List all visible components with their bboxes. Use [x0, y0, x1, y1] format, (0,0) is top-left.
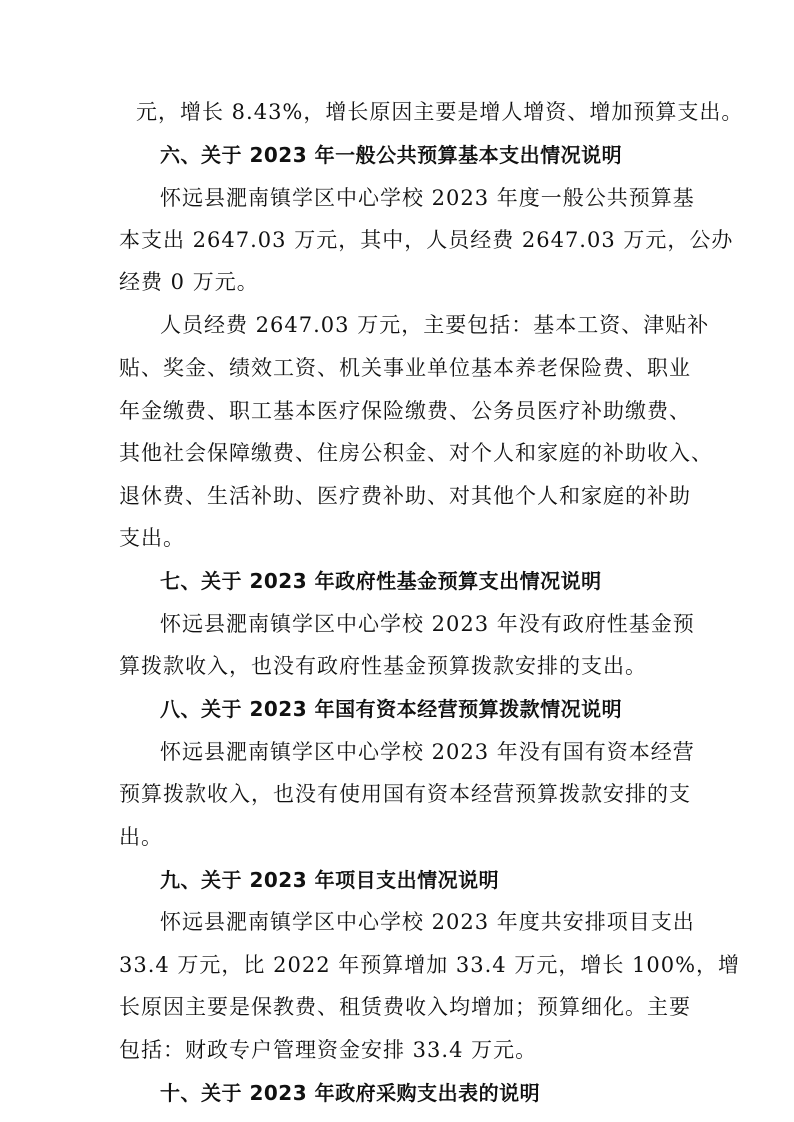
section-heading-8: 八、关于 2023 年国有资本经营预算拨款情况说明	[160, 697, 623, 721]
paragraph-line: 元，增长 8.43%，增长原因主要是增人增资、增加预算支出。	[136, 100, 744, 124]
paragraph-line: 本支出 2647.03 万元，其中，人员经费 2647.03 万元，公办	[119, 228, 734, 252]
paragraph-line: 怀远县淝南镇学区中心学校 2023 年没有政府性基金预	[160, 612, 695, 636]
paragraph-line: 贴、奖金、绩效工资、机关事业单位基本养老保险费、职业	[119, 356, 691, 380]
paragraph-line: 出。	[119, 825, 163, 849]
paragraph-line: 经费 0 万元。	[119, 270, 259, 294]
section-heading-7: 七、关于 2023 年政府性基金预算支出情况说明	[160, 569, 602, 593]
paragraph-line: 长原因主要是保教费、租赁费收入均增加；预算细化。主要	[119, 995, 691, 1019]
paragraph-line: 包括：财政专户管理资金安排 33.4 万元。	[119, 1038, 538, 1062]
paragraph-line: 预算拨款收入，也没有使用国有资本经营预算拨款安排的支	[119, 782, 691, 806]
paragraph-line: 支出。	[119, 526, 185, 550]
paragraph-line: 退休费、生活补助、医疗费补助、对其他个人和家庭的补助	[119, 484, 691, 508]
section-heading-9: 九、关于 2023 年项目支出情况说明	[160, 868, 500, 892]
paragraph-line: 算拨款收入，也没有政府性基金预算拨款安排的支出。	[119, 654, 647, 678]
paragraph-line: 怀远县淝南镇学区中心学校 2023 年没有国有资本经营	[160, 740, 695, 764]
section-heading-6: 六、关于 2023 年一般公共预算基本支出情况说明	[160, 143, 623, 167]
paragraph-line: 33.4 万元，比 2022 年预算增加 33.4 万元，增长 100%，增	[119, 953, 741, 977]
paragraph-line: 怀远县淝南镇学区中心学校 2023 年度共安排项目支出	[160, 910, 695, 934]
paragraph-line: 其他社会保障缴费、住房公积金、对个人和家庭的补助收入、	[119, 441, 713, 465]
paragraph-line: 怀远县淝南镇学区中心学校 2023 年度一般公共预算基	[160, 186, 695, 210]
paragraph-line: 人员经费 2647.03 万元，主要包括：基本工资、津贴补	[160, 313, 710, 337]
section-heading-10: 十、关于 2023 年政府采购支出表的说明	[160, 1081, 541, 1105]
paragraph-line: 年金缴费、职工基本医疗保险缴费、公务员医疗补助缴费、	[119, 399, 691, 423]
